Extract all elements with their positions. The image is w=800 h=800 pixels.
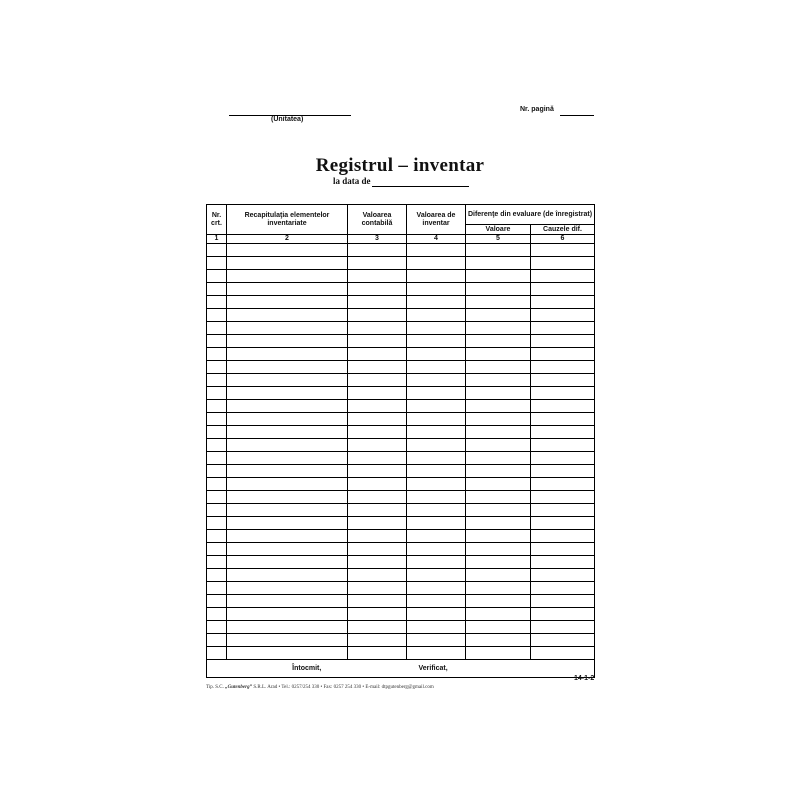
- table-cell: [531, 322, 595, 335]
- table-cell: [407, 400, 466, 413]
- table-row: [207, 504, 595, 517]
- table-cell: [348, 543, 407, 556]
- table-cell: [531, 452, 595, 465]
- table-row: [207, 465, 595, 478]
- table-cell: [207, 309, 227, 322]
- column-number: 1: [207, 235, 227, 244]
- table-cell: [466, 335, 531, 348]
- table-cell: [348, 439, 407, 452]
- table-cell: [227, 569, 348, 582]
- table-cell: [348, 465, 407, 478]
- table-cell: [207, 582, 227, 595]
- printer-footer: [206, 685, 434, 690]
- table-row: [207, 283, 595, 296]
- table-row: [207, 491, 595, 504]
- table-cell: [207, 283, 227, 296]
- table-cell: [407, 608, 466, 621]
- table-cell: [227, 335, 348, 348]
- table-cell: [348, 361, 407, 374]
- table-cell: [407, 634, 466, 647]
- table-cell: [348, 530, 407, 543]
- unit-blank-line: [229, 106, 351, 116]
- table-cell: [227, 413, 348, 426]
- table-cell: [407, 569, 466, 582]
- table-cell: [531, 608, 595, 621]
- table-cell: [348, 478, 407, 491]
- table-cell: [227, 257, 348, 270]
- table-row: [207, 478, 595, 491]
- table-cell: [407, 556, 466, 569]
- table-cell: [227, 361, 348, 374]
- column-number: 6: [531, 235, 595, 244]
- table-cell: [207, 244, 227, 257]
- table-cell: [348, 452, 407, 465]
- column-header-diff-causes: Cauzele dif.: [531, 225, 595, 235]
- table-cell: [407, 504, 466, 517]
- table-cell: [207, 322, 227, 335]
- table-cell: [407, 543, 466, 556]
- table-cell: [407, 322, 466, 335]
- table-cell: [348, 270, 407, 283]
- register-body: [207, 244, 595, 660]
- table-cell: [466, 621, 531, 634]
- table-cell: [207, 647, 227, 660]
- table-row: [207, 335, 595, 348]
- column-number: 5: [466, 235, 531, 244]
- table-cell: [348, 413, 407, 426]
- table-cell: [466, 439, 531, 452]
- column-header-recap: Recapitulaţia elementelor inventariate: [227, 205, 348, 235]
- table-cell: [531, 348, 595, 361]
- table-cell: [531, 335, 595, 348]
- column-header-diff-value: Valoare: [466, 225, 531, 235]
- table-cell: [207, 608, 227, 621]
- table-cell: [207, 556, 227, 569]
- table-cell: [207, 387, 227, 400]
- table-cell: [227, 452, 348, 465]
- table-row: [207, 322, 595, 335]
- table-cell: [466, 270, 531, 283]
- table-cell: [348, 491, 407, 504]
- table-cell: [407, 244, 466, 257]
- table-cell: [348, 335, 407, 348]
- table-cell: [207, 361, 227, 374]
- table-cell: [207, 452, 227, 465]
- table-cell: [466, 348, 531, 361]
- table-cell: [531, 504, 595, 517]
- table-cell: [227, 465, 348, 478]
- table-cell: [348, 322, 407, 335]
- table-cell: [207, 621, 227, 634]
- table-cell: [531, 556, 595, 569]
- table-cell: [227, 296, 348, 309]
- table-cell: [227, 439, 348, 452]
- date-blank-line: [372, 177, 469, 187]
- table-cell: [348, 374, 407, 387]
- table-cell: [227, 517, 348, 530]
- table-cell: [466, 452, 531, 465]
- table-cell: [466, 257, 531, 270]
- table-cell: [531, 439, 595, 452]
- table-cell: [227, 491, 348, 504]
- table-cell: [466, 361, 531, 374]
- table-cell: [348, 309, 407, 322]
- table-cell: [407, 296, 466, 309]
- table-cell: [466, 543, 531, 556]
- table-cell: [348, 257, 407, 270]
- table-cell: [407, 582, 466, 595]
- table-cell: [207, 439, 227, 452]
- table-cell: [407, 595, 466, 608]
- table-cell: [348, 556, 407, 569]
- table-cell: [348, 504, 407, 517]
- table-cell: [531, 569, 595, 582]
- table-cell: [466, 504, 531, 517]
- table-cell: [348, 296, 407, 309]
- page-number-blank-line: [560, 106, 594, 116]
- table-cell: [531, 296, 595, 309]
- table-cell: [407, 270, 466, 283]
- table-cell: [227, 530, 348, 543]
- table-row: [207, 296, 595, 309]
- table-cell: [466, 556, 531, 569]
- table-cell: [407, 439, 466, 452]
- table-cell: [531, 283, 595, 296]
- table-cell: [348, 647, 407, 660]
- table-row: [207, 387, 595, 400]
- table-cell: [207, 517, 227, 530]
- table-cell: [407, 491, 466, 504]
- verified-by-label: Verificat,: [407, 660, 595, 678]
- table-cell: [407, 257, 466, 270]
- table-row: [207, 348, 595, 361]
- table-cell: [531, 647, 595, 660]
- table-cell: [466, 491, 531, 504]
- table-cell: [207, 569, 227, 582]
- table-cell: [207, 504, 227, 517]
- table-row: [207, 361, 595, 374]
- table-cell: [531, 257, 595, 270]
- table-cell: [227, 621, 348, 634]
- table-cell: [348, 244, 407, 257]
- table-cell: [466, 296, 531, 309]
- table-cell: [348, 517, 407, 530]
- table-cell: [207, 257, 227, 270]
- table-cell: [227, 244, 348, 257]
- table-cell: [227, 426, 348, 439]
- column-header-differences: Diferenţe din evaluare (de înregistrat): [466, 205, 595, 225]
- table-cell: [207, 348, 227, 361]
- table-row: [207, 608, 595, 621]
- table-cell: [348, 426, 407, 439]
- printer-details: S.R.L. Arad • Tel.: 0257/254 330 • Fax: 0257 254 330 • E-mail: dtpgutenberg@gmail.com: [252, 685, 434, 690]
- table-cell: [348, 595, 407, 608]
- table-cell: [466, 400, 531, 413]
- table-cell: [466, 582, 531, 595]
- page-number-label: Nr. pagină: [520, 106, 554, 113]
- table-cell: [531, 426, 595, 439]
- table-row: [207, 270, 595, 283]
- table-row: [207, 426, 595, 439]
- table-cell: [466, 413, 531, 426]
- table-cell: [227, 556, 348, 569]
- printer-prefix: Tip. S.C.: [206, 685, 226, 690]
- table-cell: [466, 283, 531, 296]
- table-cell: [531, 309, 595, 322]
- table-cell: [407, 348, 466, 361]
- table-cell: [466, 322, 531, 335]
- table-cell: [227, 283, 348, 296]
- table-cell: [407, 283, 466, 296]
- table-cell: [207, 595, 227, 608]
- table-cell: [466, 634, 531, 647]
- table-cell: [466, 244, 531, 257]
- table-cell: [407, 517, 466, 530]
- table-cell: [227, 543, 348, 556]
- table-cell: [227, 647, 348, 660]
- table-row: [207, 647, 595, 660]
- table-row: [207, 569, 595, 582]
- table-cell: [348, 283, 407, 296]
- table-cell: [531, 543, 595, 556]
- table-cell: [227, 374, 348, 387]
- table-cell: [207, 543, 227, 556]
- column-number: 3: [348, 235, 407, 244]
- table-cell: [207, 270, 227, 283]
- table-cell: [227, 400, 348, 413]
- date-label: la data de: [333, 176, 371, 186]
- table-cell: [466, 387, 531, 400]
- table-row: [207, 374, 595, 387]
- table-cell: [531, 413, 595, 426]
- table-cell: [348, 400, 407, 413]
- table-cell: [207, 413, 227, 426]
- table-cell: [348, 621, 407, 634]
- table-cell: [407, 465, 466, 478]
- table-cell: [466, 517, 531, 530]
- table-cell: [466, 608, 531, 621]
- table-cell: [227, 309, 348, 322]
- table-cell: [407, 647, 466, 660]
- table-cell: [466, 465, 531, 478]
- table-row: [207, 413, 595, 426]
- table-cell: [531, 374, 595, 387]
- table-cell: [407, 621, 466, 634]
- table-cell: [531, 517, 595, 530]
- table-row: [207, 400, 595, 413]
- table-cell: [531, 621, 595, 634]
- table-row: [207, 257, 595, 270]
- printer-company: „Gutenberg”: [225, 685, 253, 690]
- column-number: 4: [407, 235, 466, 244]
- table-cell: [466, 595, 531, 608]
- unit-label: (Unitatea): [271, 116, 304, 123]
- column-header-accounting-value: Valoarea contabilă: [348, 205, 407, 235]
- table-cell: [348, 608, 407, 621]
- table-row: [207, 244, 595, 257]
- table-row: [207, 452, 595, 465]
- table-cell: [466, 647, 531, 660]
- table-cell: [531, 491, 595, 504]
- table-cell: [531, 270, 595, 283]
- document-title: Registrul – inventar: [315, 155, 485, 176]
- table-cell: [227, 595, 348, 608]
- table-cell: [407, 478, 466, 491]
- table-cell: [466, 530, 531, 543]
- table-cell: [531, 400, 595, 413]
- table-cell: [207, 530, 227, 543]
- table-row: [207, 517, 595, 530]
- table-cell: [407, 387, 466, 400]
- table-cell: [348, 348, 407, 361]
- table-cell: [407, 335, 466, 348]
- table-cell: [348, 569, 407, 582]
- table-cell: [227, 387, 348, 400]
- table-cell: [407, 426, 466, 439]
- column-header-nr: Nr. crt.: [207, 205, 227, 235]
- table-row: [207, 556, 595, 569]
- table-cell: [227, 608, 348, 621]
- table-cell: [227, 322, 348, 335]
- table-cell: [466, 478, 531, 491]
- table-cell: [531, 478, 595, 491]
- table-row: [207, 543, 595, 556]
- table-cell: [348, 387, 407, 400]
- table-cell: [207, 465, 227, 478]
- table-cell: [227, 478, 348, 491]
- table-row: [207, 621, 595, 634]
- table-row: [207, 595, 595, 608]
- table-cell: [207, 296, 227, 309]
- table-cell: [466, 569, 531, 582]
- table-cell: [407, 452, 466, 465]
- table-cell: [348, 582, 407, 595]
- table-cell: [531, 361, 595, 374]
- table-cell: [531, 530, 595, 543]
- table-cell: [227, 582, 348, 595]
- table-row: [207, 634, 595, 647]
- table-cell: [466, 309, 531, 322]
- table-cell: [531, 634, 595, 647]
- table-cell: [531, 582, 595, 595]
- inventory-register-table: [206, 204, 595, 678]
- table-cell: [227, 270, 348, 283]
- table-cell: [207, 374, 227, 387]
- prepared-by-label: Întocmit,: [207, 660, 407, 678]
- column-number: 2: [227, 235, 348, 244]
- table-row: [207, 439, 595, 452]
- table-cell: [207, 426, 227, 439]
- table-row: [207, 309, 595, 322]
- column-header-inventory-value: Valoarea de inventar: [407, 205, 466, 235]
- table-cell: [531, 595, 595, 608]
- table-cell: [207, 335, 227, 348]
- table-cell: [227, 504, 348, 517]
- table-cell: [348, 634, 407, 647]
- table-cell: [466, 374, 531, 387]
- table-cell: [227, 634, 348, 647]
- table-row: [207, 530, 595, 543]
- table-cell: [407, 530, 466, 543]
- table-cell: [227, 348, 348, 361]
- table-cell: [407, 361, 466, 374]
- table-cell: [407, 309, 466, 322]
- table-cell: [407, 374, 466, 387]
- table-cell: [407, 413, 466, 426]
- table-cell: [466, 426, 531, 439]
- table-row: [207, 582, 595, 595]
- table-cell: [207, 400, 227, 413]
- table-cell: [531, 465, 595, 478]
- table-cell: [207, 634, 227, 647]
- form-code: 14-1-2: [574, 675, 595, 682]
- table-cell: [531, 387, 595, 400]
- table-cell: [207, 491, 227, 504]
- table-cell: [207, 478, 227, 491]
- table-cell: [531, 244, 595, 257]
